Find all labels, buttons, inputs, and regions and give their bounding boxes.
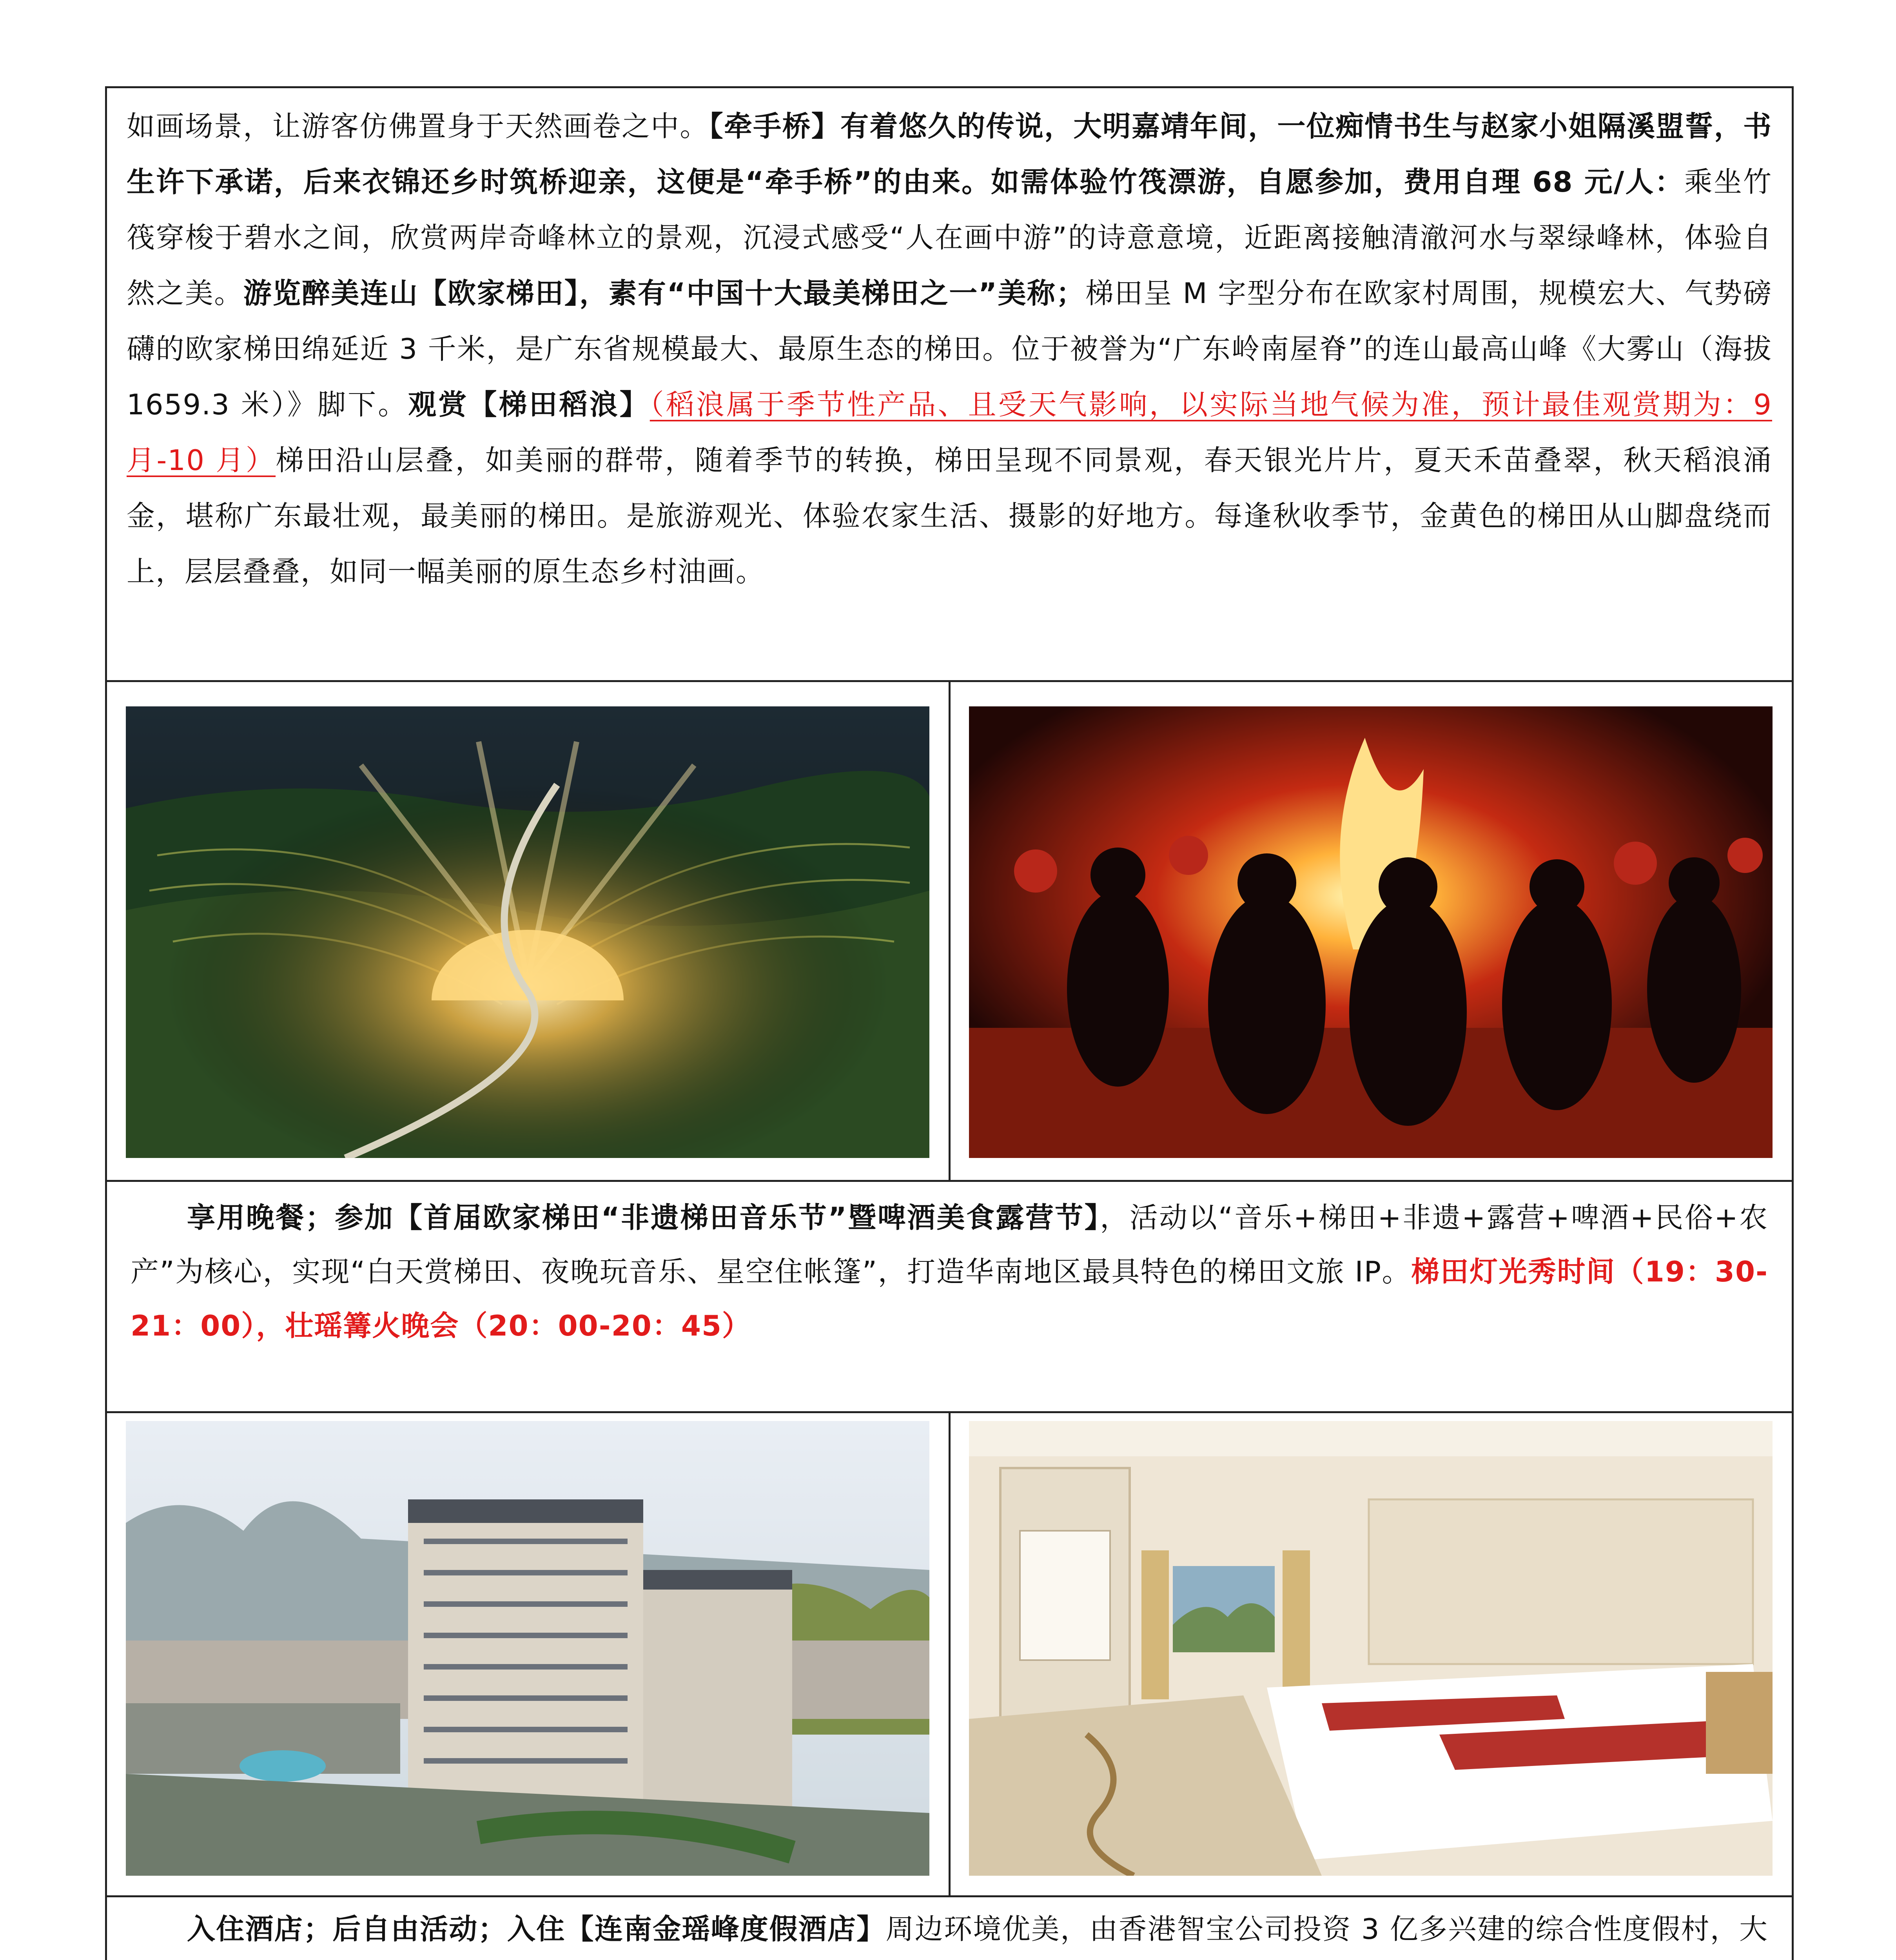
hotel-info-box [105,1895,1794,1960]
hotel-info-paragraph [131,1903,1768,1960]
music-festival-paragraph [131,1191,1768,1353]
terrace-title-text: 游览醉美连山【欧家梯田】，素有“中国十大最美梯田之一”美称； [243,277,1085,310]
bridge-legend-text: 【牵手桥】有着悠久的传说，大明嘉靖年间，一位痴情书生与赵家小姐隔溪盟誓，书生许下承诺，后来衣锦还乡时筑桥迎亲，这便是“牵手桥”的由来。如需体验竹筏漂游，自愿参加，费用自理 68 元/人： [127,110,1772,198]
bonfire-party-photo [969,706,1773,1158]
music-festival-box [105,1180,1794,1413]
rice-wave-desc-text: 梯田沿山层叠，如美丽的群带，随着季节的转换，梯田呈现不同景观，春天银光片片，夏天禾苗叠翠，秋天稻浪涌金，堪称广东最壮观，最美丽的梯田。是旅游观光、体验农家生活、摄影的好地方。每逢秋收季节，金黄色的梯田从山脚盘绕而上，层层叠叠，如同一幅美丽的原生态乡村油画。 [127,444,1772,588]
show-time-text: 梯田灯光秀时间（19：30-21：00），壮瑶篝火晚会（20：00-20：45） [131,1255,1768,1342]
hotel-room-photo [969,1421,1773,1876]
hotel-exterior-photo [126,1421,929,1876]
hotel-desc-text: 周边环境优美，由香港智宝公司投资 3 亿多兴建的综合性度假村，大 [885,1913,1768,1945]
photo-row-2-divider [949,1411,951,1897]
rice-wave-title-text: 观赏【梯田稻浪】 [408,388,650,421]
hotel-title-text: 入住酒店；后自由活动；入住【连南金瑶峰度假酒店】 [187,1913,886,1945]
terrace-desc-text: 梯田呈 M 字型分布在欧家村周围，规模宏大、气势磅礴的欧家梯田绵延近 3 千米，是广东省规模最大、最原生态的梯田。位于被誉为“广东岭南屋脊”的连山最高山峰《大雾山（海拔 1659.3 米）》脚下。 [127,277,1772,421]
season-notice-text: （稻浪属于季节性产品、且受天气影响，以实际当地气候为准，预计最佳观赏期为：9 月-10 月） [127,388,1772,477]
festival-desc-text: ，活动以“音乐+梯田+非遗+露营+啤酒+民俗+农产”为核心，实现“白天赏梯田、夜晚玩音乐、星空住帐篷”，打造华南地区最具特色的梯田文旅 IP。 [131,1201,1768,1288]
intro-text-box [105,86,1794,682]
intro-text-1: 如画场景，让游客仿佛置身于天然画卷之中。 [127,110,709,143]
festival-title-text: 享用晚餐；参加【首届欧家梯田“非遗梯田音乐节”暨啤酒美食露营节】 [187,1201,1100,1234]
intro-paragraph [127,98,1772,599]
photo-row-1-divider [949,680,951,1182]
terrace-light-show-photo [126,706,929,1158]
bamboo-raft-text: 乘坐竹筏穿梭于碧水之间，欣赏两岸奇峰林立的景观，沉浸式感受“人在画中游”的诗意意境，近距离接触清澈河水与翠绿峰林，体验自然之美。 [127,165,1772,310]
